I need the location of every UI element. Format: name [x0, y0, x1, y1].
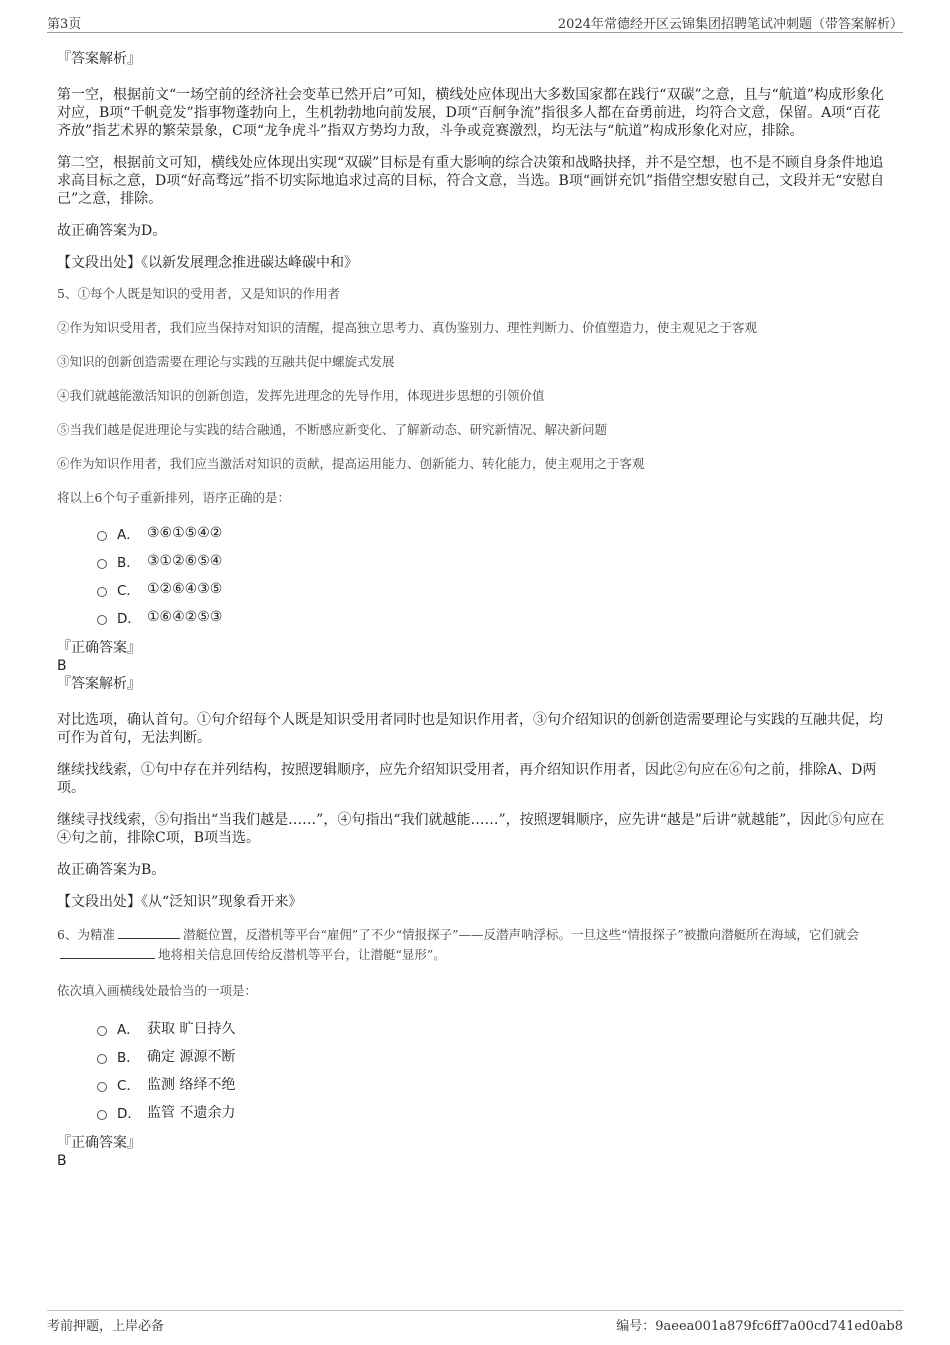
blank-2 — [60, 946, 155, 959]
q5-source: 【文段出处】《从“泛知识”现象看开来》 — [57, 894, 303, 910]
page-number: 第3页 — [47, 17, 82, 32]
option-letter: C． — [117, 1078, 140, 1094]
radio-icon[interactable] — [97, 1082, 107, 1092]
radio-icon[interactable] — [97, 1054, 107, 1064]
q5-answer: B — [57, 658, 67, 674]
q5-stem-line-2: ②作为知识受用者，我们应当保持对知识的清醒，提高独立思考力、真伪鉴别力、理性判断力、价值塑造力，使主观见之于客观 — [57, 320, 758, 335]
q5-stem-line-1: 5、①每个人既是知识的受用者，又是知识的作用者 — [57, 286, 340, 301]
option-text: 确定 源源不断 — [147, 1049, 236, 1065]
option-text: 监测 络绎不绝 — [147, 1077, 236, 1093]
radio-icon[interactable] — [97, 615, 107, 625]
document-title: 2024年常德经开区云锦集团招聘笔试冲刺题（带答案解析） — [557, 17, 903, 32]
q5-stem-line-3: ③知识的创新创造需要在理论与实践的互融共促中螺旋式发展 — [57, 354, 395, 369]
option-text: ①⑥④②⑤③ — [147, 609, 223, 625]
page-header — [47, 10, 903, 33]
q5-conclusion: 故正确答案为B。 — [57, 862, 166, 878]
q6-stem-part-3: 会 — [846, 927, 859, 942]
q6-option-b[interactable] — [97, 1042, 892, 1070]
option-text: ①②⑥④③⑤ — [147, 581, 223, 597]
q6-prompt: 依次填入画横线处最恰当的一项是： — [57, 983, 258, 998]
q5-analysis-para-1: 对比选项，确认首句。①句介绍每个人既是知识受用者同时也是知识作用者，③句介绍知识的创新创造需要理论与实践的互融共促，均可作为首句，无法判断。 — [57, 712, 883, 746]
option-letter: A． — [117, 527, 140, 543]
radio-icon[interactable] — [97, 1110, 107, 1120]
radio-icon[interactable] — [97, 1026, 107, 1036]
q5-option-b[interactable] — [97, 547, 892, 575]
q5-option-d[interactable] — [97, 603, 892, 631]
option-letter: A． — [117, 1022, 140, 1038]
page-content — [57, 45, 892, 1170]
q6-option-d[interactable] — [97, 1098, 892, 1126]
q6-stem-part-2: 潜艇位置，反潜机等平台“雇佣”了不少“情报探子”——反潜声呐浮标。一旦这些“情报探子”被撒向潜艇所在海域，它们就 — [182, 927, 847, 942]
radio-icon[interactable] — [97, 531, 107, 541]
q6-stem — [57, 925, 892, 965]
option-text: 监管 不遗余力 — [147, 1105, 236, 1121]
option-letter: B． — [117, 1050, 140, 1066]
q6-option-c[interactable] — [97, 1070, 892, 1098]
option-text: 获取 旷日持久 — [147, 1021, 236, 1037]
option-letter: C． — [117, 583, 140, 599]
q4-source: 【文段出处】《以新发展理念推进碳达峰碳中和》 — [57, 255, 358, 271]
option-letter: D． — [117, 611, 141, 627]
q4-analysis-para-1: 第一空，根据前文“一场空前的经济社会变革已然开启”可知，横线处应体现出大多数国家都在践行“双碳”之意，且与“航道”构成形象化对应，B项“千帆竞发”指事物蓬勃向上，生机勃勃地向前发展，D项“百舸争流”指很多人都在奋勇前进，均符合文意，保留。A项“百花齐放”指艺术界的繁荣景象，C项“龙争虎斗”指双方势均力敌，斗争或竞赛激烈，均无法与“航道”构成形象化对应，排除。 — [57, 87, 884, 139]
page-footer — [47, 1310, 903, 1335]
q6-answer: B — [57, 1153, 67, 1169]
q5-stem-line-6: ⑥作为知识作用者，我们应当激活对知识的贡献，提高运用能力、创新能力、转化能力，使主观用之于客观 — [57, 456, 645, 471]
q5-options — [97, 519, 892, 631]
radio-icon[interactable] — [97, 559, 107, 569]
q6-option-a[interactable] — [97, 1014, 892, 1042]
q5-stem-line-4: ④我们就越能激活知识的创新创造，发挥先进理念的先导作用，体现进步思想的引领价值 — [57, 388, 545, 403]
q5-option-a[interactable] — [97, 519, 892, 547]
q4-conclusion: 故正确答案为D。 — [57, 223, 167, 239]
q5-analysis-label: 『答案解析』 — [57, 676, 141, 692]
q5-prompt: 将以上6个句子重新排列，语序正确的是： — [57, 490, 290, 505]
option-text: ③①②⑥⑤④ — [147, 553, 223, 569]
q6-answer-label: 『正确答案』 — [57, 1135, 141, 1151]
option-letter: B． — [117, 555, 140, 571]
footer-slogan: 考前押题，上岸必备 — [47, 1319, 165, 1334]
q5-stem-line-5: ⑤当我们越是促进理论与实践的结合融通，不断感应新变化、了解新动态、研究新情况、解决新问题 — [57, 422, 608, 437]
q6-stem-part-1: 6、为精准 — [57, 927, 115, 942]
footer-code: 编号：9aeea001a879fc6ff7a00cd741ed0ab8 — [616, 1319, 903, 1334]
option-letter: D． — [117, 1106, 141, 1122]
q6-stem-part-4: 地将相关信息回传给反潜机等平台，让潜艇“显形”。 — [158, 947, 446, 962]
q5-analysis-para-3: 继续寻找线索，⑤句指出“当我们越是……”，④句指出“我们就越能……”，按照逻辑顺序，应先讲“越是”后讲“就越能”，因此⑤句应在④句之前，排除C项，B项当选。 — [57, 812, 885, 846]
q6-options — [97, 1014, 892, 1126]
option-text: ③⑥①⑤④② — [147, 525, 223, 541]
q5-option-c[interactable] — [97, 575, 892, 603]
q4-analysis-label: 『答案解析』 — [57, 51, 141, 67]
blank-1 — [118, 926, 180, 939]
q5-analysis-para-2: 继续找线索，①句中存在并列结构，按照逻辑顺序，应先介绍知识受用者，再介绍知识作用者，因此②句应在⑥句之前，排除A、D两项。 — [57, 762, 877, 796]
q4-analysis-para-2: 第二空，根据前文可知，横线处应体现出实现“双碳”目标是有重大影响的综合决策和战略抉择，并不是空想，也不是不顾自身条件地追求高目标之意，D项“好高骛远”指不切实际地追求过高的目标，符合文意，当选。B项“画饼充饥”指借空想安慰自己，文段并无“安慰自己”之意，排除。 — [57, 155, 885, 207]
q5-answer-label: 『正确答案』 — [57, 640, 141, 656]
radio-icon[interactable] — [97, 587, 107, 597]
